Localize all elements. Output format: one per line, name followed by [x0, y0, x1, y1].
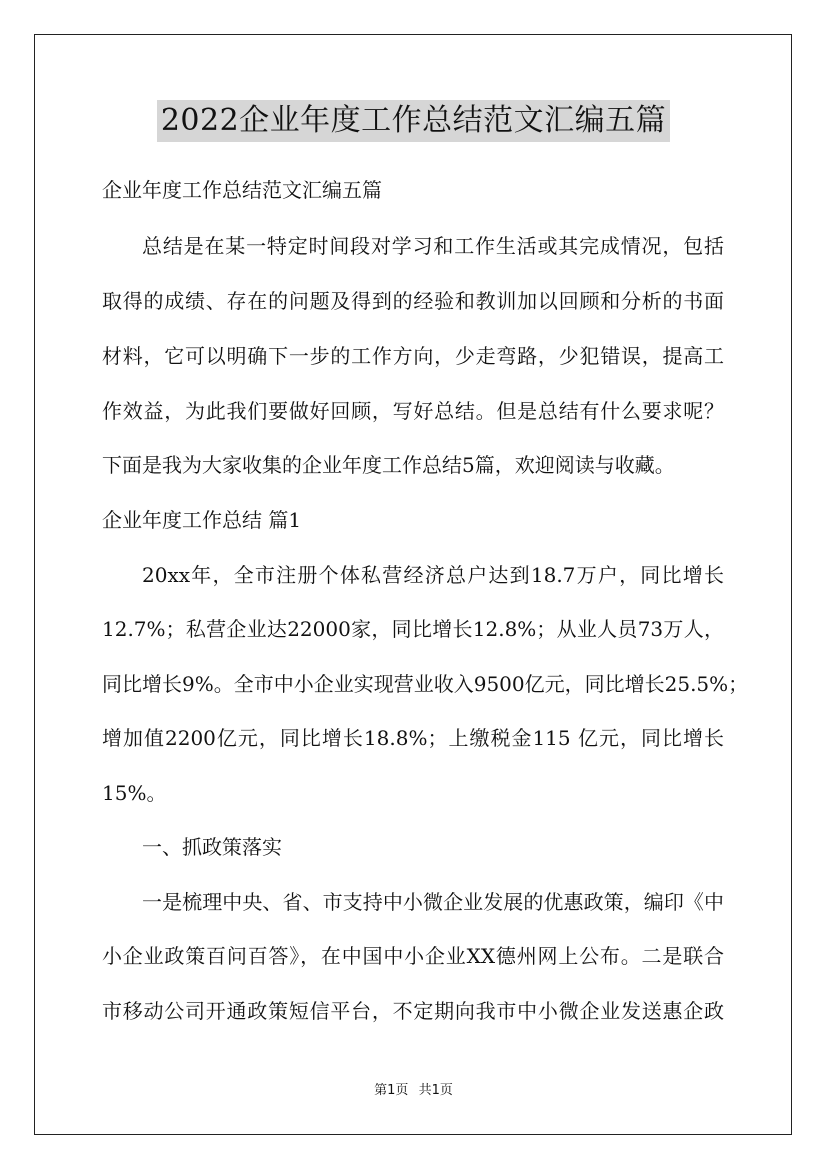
- paragraph-line: 15%。: [102, 781, 167, 805]
- paragraph-line: 20xx年，全市注册个体私营经济总户达到18.7万户，同比增长: [142, 563, 724, 587]
- subtitle-line: 企业年度工作总结范文汇编五篇: [102, 178, 382, 202]
- paragraph-line: 作效益，为此我们要做好回顾，写好总结。但是总结有什么要求呢？: [102, 399, 724, 423]
- paragraph-line: 下面是我为大家收集的企业年度工作总结5篇，欢迎阅读与收藏。: [102, 453, 675, 477]
- paragraph-line: 小企业政策百问百答》，在中国中小企业XX德州网上公布。二是联合: [102, 944, 724, 968]
- paragraph-line: 市移动公司开通政策短信平台，不定期向我市中小微企业发送惠企政: [102, 999, 724, 1023]
- paragraph-line: 同比增长9%。全市中小企业实现营业收入9500亿元，同比增长25.5%；: [102, 672, 749, 696]
- page-footer: [0, 1082, 827, 1100]
- total-pages: 共1页: [418, 1083, 453, 1098]
- paragraph-line: 一是梳理中央、省、市支持中小微企业发展的优惠政策，编印《中: [142, 890, 724, 914]
- paragraph-line: 材料，它可以明确下一步的工作方向，少走弯路，少犯错误，提高工: [102, 344, 724, 368]
- section-heading: 企业年度工作总结 篇1: [102, 508, 302, 532]
- paragraph-line: 增加值2200亿元，同比增长18.8%；上缴税金115 亿元，同比增长: [102, 726, 724, 750]
- paragraph-line: 总结是在某一特定时间段对学习和工作生活或其完成情况，包括: [142, 234, 724, 258]
- title-area: [0, 100, 827, 142]
- document-title: 2022企业年度工作总结范文汇编五篇: [157, 100, 670, 142]
- subsection-heading: 一、抓政策落实: [142, 835, 282, 859]
- paragraph-line: 取得的成绩、存在的问题及得到的经验和教训加以回顾和分析的书面: [102, 289, 724, 313]
- paragraph-line: 12.7%；私营企业达22000家，同比增长12.8%；从业人员73万人，: [102, 617, 724, 641]
- page-number: 第1页: [374, 1083, 409, 1098]
